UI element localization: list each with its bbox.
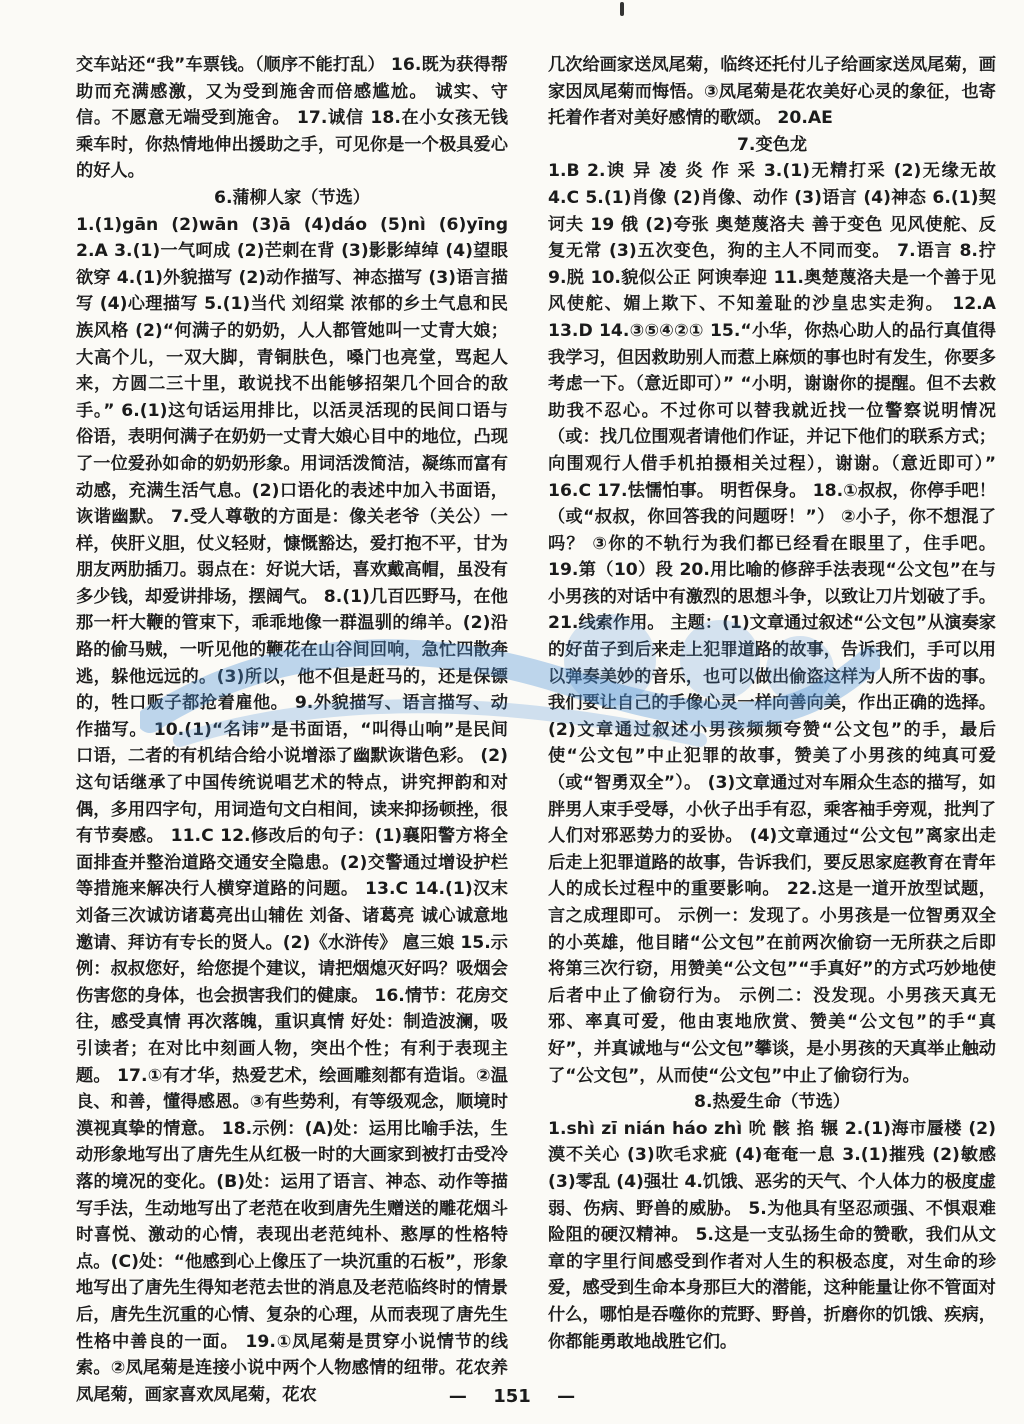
answer-paragraph: 1.B 2.谀 异 凌 炎 作 采 3.(1)无精打采 (2)无缘无故 4.C 5.(1)肖像 (2)肖像、动作 (3)语言 (4)神态 6.(1)契诃夫 19 俄 (2)夸张 奥楚蔑洛夫 善于变色 见风使舵、反复无常 (3)五次变色，狗的主人不同而变。 7.语言 8.拧 9.脱 10.貌似公正 阿谀奉迎 11.奥楚蔑洛夫是一个善于见风使舵、媚上欺下、不知羞耻的沙皇忠实走狗。 12.A 13.D 14.③⑤④②① 15.“小华，你热心助人的品行真值得我学习，但因救助别人而惹上麻烦的事也时有发生，你要多考虑一下。（意近即可）” “小明，谢谢你的提醒。但不去救助我不忍心。不过你可以替我就近找一位警察说明情况（或：找几位围观者请他们作证，并记下他们的联系方式；向围观行人借手机拍摄相关过程），谢谢。（意近即可）” 16.C 17.怯懦怕事。 明哲保身。 18.①叔叔，你停手吧！（或“叔叔，你回答我的问题呀！”） ②小子，你不想混了吗？ ③你的不轨行为我们都已经看在眼里了，住手吧。 19.第（10）段 20.用比喻的修辞手法表现“公文包”在与小男孩的对话中有激烈的思想斗争，以致让刀片划破了手。 21.线索作用。 主题：(1)文章通过叙述“公文包”从演奏家的好苗子到后来走上犯罪道路的故事，告诉我们，手可以用以弹奏美妙的音乐，也可以做出偷盗这样为人所不齿的事。我们要让自己的手像心灵一样向善向美，作出正确的选择。 (2)文章通过叙述小男孩频频夸赞“公文包”的手，最后使“公文包”中止犯罪的故事，赞美了小男孩的纯真可爱（或“智勇双全”）。 (3)文章通过对车厢众生态的描写，如胖男人束手受辱，小伙子出手有忍，乘客袖手旁观，批判了人们对邪恶势力的妥协。 (4)文章通过“公文包”离家出走后走上犯罪道路的故事，告诉我们，要反思家庭教育在青年人的成长过程中的重要影响。 22.这是一道开放型试题，言之成理即可。 示例一：发现了。小男孩是一位智勇双全的小英雄，他目睹“公文包”在前两次偷窃一无所获之后即将第三次行窃，用赞美“公文包”“手真好”的方式巧妙地使后者中止了偷窃行为。 示例二：没发现。小男孩天真无邪、率真可爱，他由衷地欣赏、赞美“公文包”的手“真好”，并真诚地与“公文包”攀谈，是小男孩的天真举止触动了“公文包”，从而使“公文包”中止了偷窃行为。 xyxy=(548,161,996,1086)
section-heading: 7.变色龙 xyxy=(736,134,808,155)
right-column xyxy=(548,52,996,1355)
section-heading: 6.蒲柳人家（节选） xyxy=(214,187,370,208)
left-column xyxy=(76,52,508,1408)
page-number: 151 xyxy=(493,1386,531,1407)
answer-paragraph: 交车站还“我”车票钱。（顺序不能打乱） 16.既为获得帮助而充满感激，又为受到施舍而倍感尴尬。 诚实、守信。不愿意无端受到施舍。 17.诚信 18.在小女孩无钱乘车时，你热情地伸出援助之手，可见你是一个极具爱心的好人。 xyxy=(76,55,508,182)
answer-paragraph: 1.(1)gān (2)wān (3)ā (4)dáo (5)nì (6)yīng 2.A 3.(1)一气呵成 (2)芒刺在背 (3)影影绰绰 (4)望眼欲穿 4.(1)外貌描写 (2)动作描写、神态描写 (3)语言描写 (4)心理描写 5.(1)当代 刘绍棠 浓郁的乡土气息和民族风格 (2)“何满子的奶奶，人人都管她叫一丈青大娘；大高个儿，一双大脚，青铜肤色，嗓门也亮堂，骂起人来，方圆二三十里，敢说找不出能够招架几个回合的敌手。” 6.(1)这句话运用排比，以活灵活现的民间口语与俗语，表明何满子在奶奶一丈青大娘心目中的地位，凸现了一位爱孙如命的奶奶形象。用词活泼简洁，凝练而富有动感，充满生活气息。(2)口语化的表述中加入书面语，诙谐幽默。 7.受人尊敬的方面是：像关老爷（关公）一样，侠肝义胆，仗义轻财，慷慨豁达，爱打抱不平，甘为朋友两肋插刀。弱点在：好说大话，喜欢戴高帽，虽没有多少钱，却爱讲排场，摆阔气。 8.(1)几百匹野马，在他那一杆大鞭的管束下，乖乖地像一群温驯的绵羊。(2)沿路的偷马贼，一听见他的鞭花在山谷间回响，急忙四散奔逃，躲他远远的。(3)所以，他不但是赶马的，还是保镖的，牲口贩子都抢着雇他。 9.外貌描写、语言描写、动作描写。 10.(1)“名讳”是书面语，“叫得山响”是民间口语，二者的有机结合给小说增添了幽默诙谐色彩。 (2)这句话继承了中国传统说唱艺术的特点，讲究押韵和对偶，多用四字句，用词造句文白相间，读来抑扬顿挫，很有节奏感。 11.C 12.修改后的句子：(1)襄阳警方将全面排查并整治道路交通安全隐患。(2)交警通过增设护栏等措施来解决行人横穿道路的问题。 13.C 14.(1)汉末刘备三次诚访诸葛亮出山辅佐 刘备、诸葛亮 诚心诚意地邀请、拜访有专长的贤人。(2)《水浒传》 扈三娘 15.示例：叔叔您好，给您提个建议，请把烟熄灭好吗？吸烟会伤害您的身体，也会损害我们的健康。 16.情节：花房交往，感受真情 再次落魄，重识真情 好处：制造波澜，吸引读者；在对比中刻画人物，突出个性；有利于表现主题。 17.①有才华，热爱艺术，绘画雕刻都有造诣。②温良、和善，懂得感恩。③有些势利，有等级观念，顺境时漠视真挚的情意。 18.示例：(A)处：运用比喻手法，生动形象地写出了唐先生从红极一时的大画家到被打击受冷落的境况的变化。(B)处：运用了语言、神态、动作等描写手法，生动地写出了老范在收到唐先生赠送的雕花烟斗时喜悦、激动的心情，表现出老范纯朴、憨厚的性格特点。(C)处：“他感到心上像压了一块沉重的石板”，形象地写出了唐先生得知老范去世的消息及老范临终时的情景后，唐先生沉重的心情、复杂的心理，从而表现了唐先生性格中善良的一面。 19.①凤尾菊是贯穿小说情节的线索。②凤尾菊是连接小说中两个人物感情的纽带。花农养凤尾菊，画家喜欢凤尾菊，花农 xyxy=(76,214,508,1405)
scan-mark xyxy=(620,2,624,16)
section-heading: 8.热爱生命（节选） xyxy=(694,1092,850,1113)
footer-dash-right: — xyxy=(557,1386,576,1407)
answer-paragraph: 1.shì zī nián háo zhì 吮 骸 掐 辗 2.(1)海市蜃楼 (2)漠不关心 (3)吹毛求疵 (4)奄奄一息 3.(1)摧残 (2)敏感 (3)零乱 (4)强壮 4.饥饿、恶劣的天气、个人体力的极度虚弱、伤病、野兽的威胁。 5.为他具有坚忍顽强、不惧艰难险阻的硬汉精神。 5.这是一支弘扬生命的赞歌，我们从文章的字里行间感受到作者对人生的积极态度，对生命的珍爱，感受到生命本身那巨大的潜能，这种能量让你不管面对什么，哪怕是吞噬你的荒野、野兽，折磨你的饥饿、疾病，你都能勇敢地战胜它们。 xyxy=(548,1118,996,1352)
answer-paragraph: 几次给画家送凤尾菊，临终还托付儿子给画家送凤尾菊，画家因凤尾菊而悔悟。③凤尾菊是花农美好心灵的象征，也寄托着作者对美好感情的歌颂。 20.AE xyxy=(548,55,996,129)
page-footer xyxy=(0,1386,1024,1407)
footer-dash-left: — xyxy=(448,1386,467,1407)
